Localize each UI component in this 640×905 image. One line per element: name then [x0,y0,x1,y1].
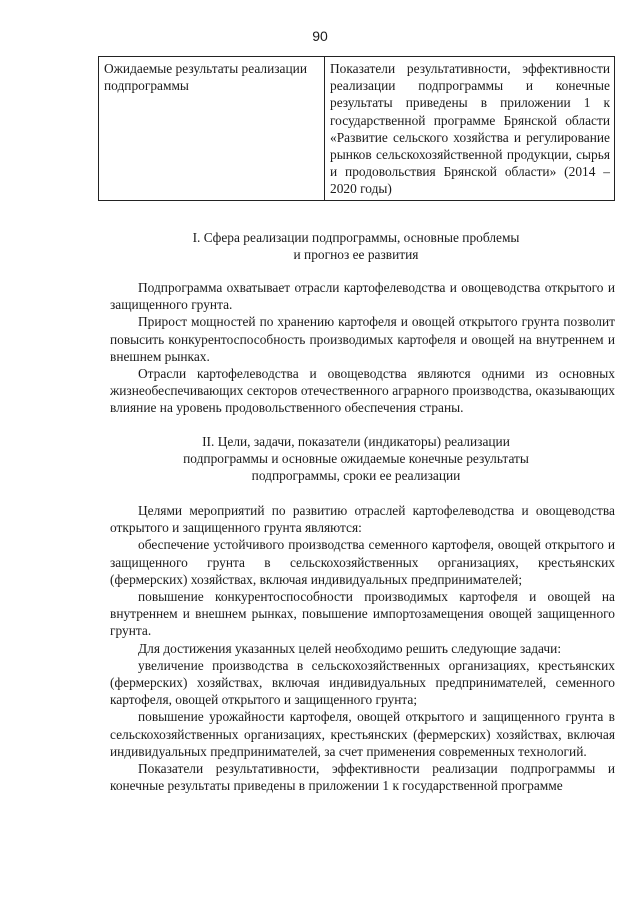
section2-paragraph-2: обеспечение устойчивого производства семенного картофеля, овощей открытого и защищенного грунта в сельскохозяйственных организациях, крестьянских (фермерских) хозяйствах, включая индивидуальных предпринимателей; [110,537,615,587]
section2-heading-line-1: II. Цели, задачи, показатели (индикаторы) реализации [202,434,510,449]
section1-paragraph-1: Подпрограмма охватывает отрасли картофелеводства и овощеводства открытого и защищенного грунта. [110,280,615,313]
summary-table [98,56,615,201]
section2-paragraph-1: Целями мероприятий по развитию отраслей картофелеводства и овощеводства открытого и защищенного грунта являются: [110,503,615,536]
section1-paragraph-3: Отрасли картофелеводства и овощеводства являются одними из основных жизнеобеспечивающих секторов отечественного аграрного производства, оказывающих влияние на уровень продовольственного обеспечения страны. [110,366,615,416]
section2-paragraph-4: Для достижения указанных целей необходимо решить следующие задачи: [138,640,562,656]
section2-heading-line-3: подпрограммы, сроки ее реализации [251,468,461,484]
section2-heading [96,433,616,485]
section1-heading-line-2: и прогноз ее развития [293,247,419,263]
section2-heading-line-2: подпрограммы и основные ожидаемые конечные результаты [183,451,529,467]
section2-body [110,502,615,794]
section1-heading [96,229,616,263]
section2-paragraph-6: повышение урожайности картофеля, овощей открытого и защищенного грунта в сельскохозяйственных организациях, крестьянских (фермерских) хозяйствах, включая индивидуальных предпринимателей, за счет применения современных технологий. [110,709,615,759]
section1-body [110,279,615,417]
section2-paragraph-5: увеличение производства в сельскохозяйственных организациях, крестьянских (фермерских) хозяйствах, включая индивидуальных предпринимателей, семенного картофеля, овощей открытого и защищенного грунта; [110,657,615,708]
table-row [99,57,615,201]
summary-value-cell: Показатели результативности, эффективности реализации подпрограммы и конечные результаты приведены в приложении 1 к государственной программе Брянской области «Развитие сельского хозяйства и регулирование рынков сельскохозяйственной продукции, сырья и продовольствия Брянской области» (2014 – 2020 годы) [325,57,615,201]
summary-label-cell: Ожидаемые результаты реализации подпрограммы [99,57,325,201]
section2-paragraph-3: повышение конкурентоспособности производимых картофеля и овощей на внутреннем и внешнем рынках, повышение импортозамещения овощей защищенного грунта. [110,589,615,639]
section1-paragraph-2: Прирост мощностей по хранению картофеля и овощей открытого грунта позволит повысить конкурентоспособность производимых картофеля и овощей на внутреннем и внешнем рынках. [110,314,615,364]
page-number: 90 [312,28,328,44]
section1-heading-line-1: I. Сфера реализации подпрограммы, основные проблемы [192,230,520,245]
section2-paragraph-7: Показатели результативности, эффективности реализации подпрограммы и конечные результаты приведены в приложении 1 к государственной программе [110,761,615,794]
